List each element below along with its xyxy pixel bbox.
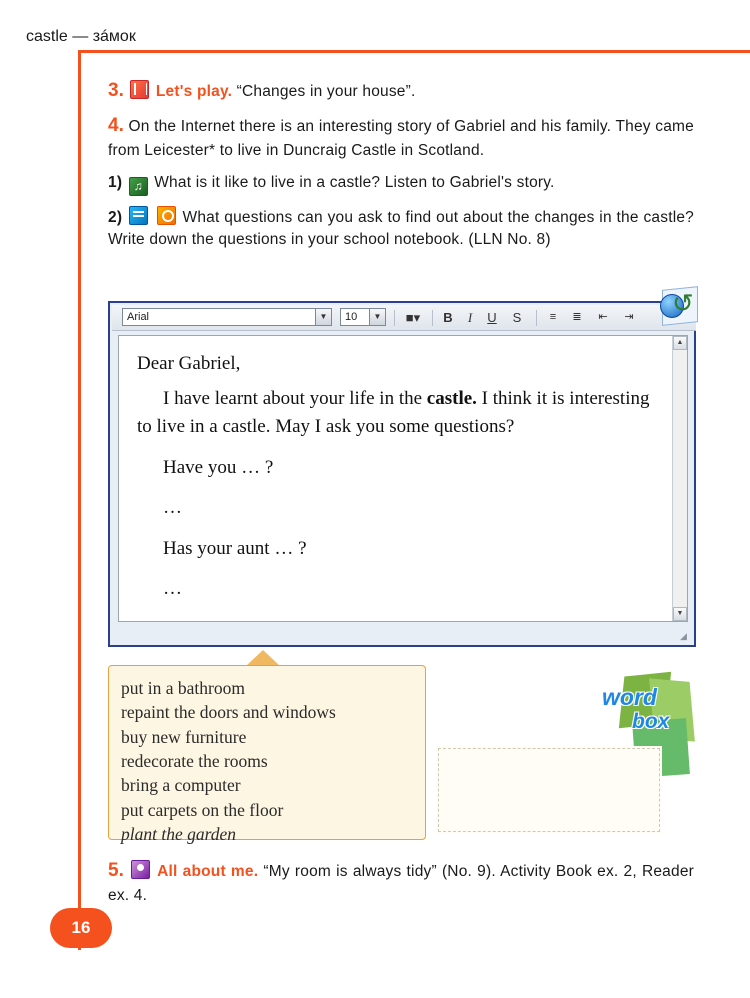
resize-grip-icon[interactable]: ◢ (680, 631, 687, 641)
list-item: redecorate the rooms (121, 750, 268, 771)
doc-line-question-2: Has your aunt … ? (163, 537, 307, 559)
document-scrollbar[interactable] (672, 336, 687, 621)
exercise-4-number: 4. (108, 114, 124, 136)
list-item: buy new furniture (121, 726, 247, 747)
speak-icon (157, 206, 176, 225)
strikethrough-button[interactable]: S (512, 310, 522, 325)
word-box-label-line2: box (632, 710, 670, 733)
vocabulary-note (438, 748, 660, 832)
bullet-list-icon[interactable]: ≡ (549, 311, 557, 323)
font-size-value: 10 (345, 311, 358, 323)
italic-button[interactable]: I (467, 310, 473, 325)
font-size-combo[interactable] (340, 308, 386, 326)
increase-indent-icon[interactable]: ⇥ (624, 311, 634, 323)
bold-button[interactable]: B (443, 310, 453, 325)
doc-body-part2: I think it is interesting to live in a castle. May I ask you some questions? (137, 387, 650, 437)
word-box-label (602, 686, 702, 732)
page-content (108, 78, 694, 253)
exercise-5 (108, 858, 694, 907)
exercise-5-wrap (108, 858, 694, 909)
scroll-down-icon[interactable]: ▼ (673, 607, 687, 621)
vocabulary-note-text: castle — зáмок (26, 28, 136, 45)
numbered-list-icon[interactable]: ≣ (572, 311, 582, 323)
doc-line-greeting: Dear Gabriel, (137, 353, 241, 374)
exercise-3 (108, 78, 694, 105)
doc-line-question-1: Have you … ? (163, 456, 274, 478)
word-bank-list (109, 666, 425, 846)
toolbar-separator (536, 310, 537, 326)
chevron-down-icon[interactable]: ▼ (315, 309, 331, 325)
font-name-combo[interactable] (122, 308, 332, 326)
exercise-5-title: All about me. (157, 863, 259, 880)
list-item: put carpets on the floor (121, 799, 284, 820)
doc-body-part1: I have learnt about your life in the (163, 387, 427, 409)
list-item: repaint the doors and windows (121, 702, 336, 723)
callout-pointer (246, 650, 280, 666)
exercise-4-text: On the Internet there is an interesting story of Gabriel and his family. They came from Leicester* to live in Duncraig Castle in Scotland. (108, 117, 694, 159)
item-2-text: What questions can you ask to find out about the changes in the castle? Write down the questions in your school notebook. (LLN No. 8) (108, 208, 694, 248)
exercise-3-text: “Changes in your house”. (236, 83, 416, 100)
toolbar-separator (394, 310, 395, 326)
exercise-4 (108, 113, 694, 162)
word-box-label-line1: word (602, 684, 657, 710)
scroll-up-icon[interactable]: ▲ (673, 336, 687, 350)
internet-refresh-icon (660, 286, 706, 326)
doc-body-bold: castle. (426, 387, 477, 409)
listen-icon: ♫ (129, 177, 148, 196)
item-1-label: 1) (108, 173, 123, 191)
exercise-3-title: Let's play. (155, 83, 233, 100)
toolbar-separator (432, 310, 433, 326)
exercise-5-text: “My room is always tidy” (No. 9). Activity Book ex. 2, Reader ex. 4. (108, 863, 695, 904)
doc-line-ellipsis-2: … (163, 578, 182, 599)
exercise-4-item-1 (108, 172, 694, 196)
decrease-indent-icon[interactable]: ⇤ (598, 311, 608, 323)
write-icon (129, 206, 148, 225)
doc-paragraph-body (137, 385, 657, 442)
list-item: bring a computer (121, 775, 241, 796)
document-canvas[interactable] (118, 335, 688, 622)
document-text (137, 350, 657, 610)
refresh-arrows-shape: ↺ (672, 288, 694, 318)
item-2-label: 2) (108, 208, 123, 226)
book-icon (130, 80, 149, 99)
page-frame-left (78, 50, 81, 950)
exercise-5-number: 5. (108, 860, 124, 881)
exercise-4-item-2 (108, 206, 694, 251)
all-about-me-icon (131, 860, 150, 879)
exercise-3-number: 3. (108, 80, 124, 101)
word-processor-window (108, 301, 696, 647)
chevron-down-icon[interactable]: ▼ (369, 309, 385, 325)
page-frame-top (78, 50, 750, 53)
list-item: plant the garden (121, 823, 237, 844)
font-name-value: Arial (127, 311, 150, 323)
page-number-badge: 16 (50, 908, 112, 948)
item-1-text: What is it like to live in a castle? Listen to Gabriel's story. (154, 173, 555, 191)
doc-line-ellipsis-1: … (163, 497, 182, 518)
editor-toolbar (112, 305, 696, 331)
highlight-icon[interactable]: ■▾ (405, 310, 421, 325)
underline-button[interactable]: U (487, 310, 497, 325)
list-item: put in a bathroom (121, 678, 245, 698)
word-bank-callout (108, 665, 426, 844)
